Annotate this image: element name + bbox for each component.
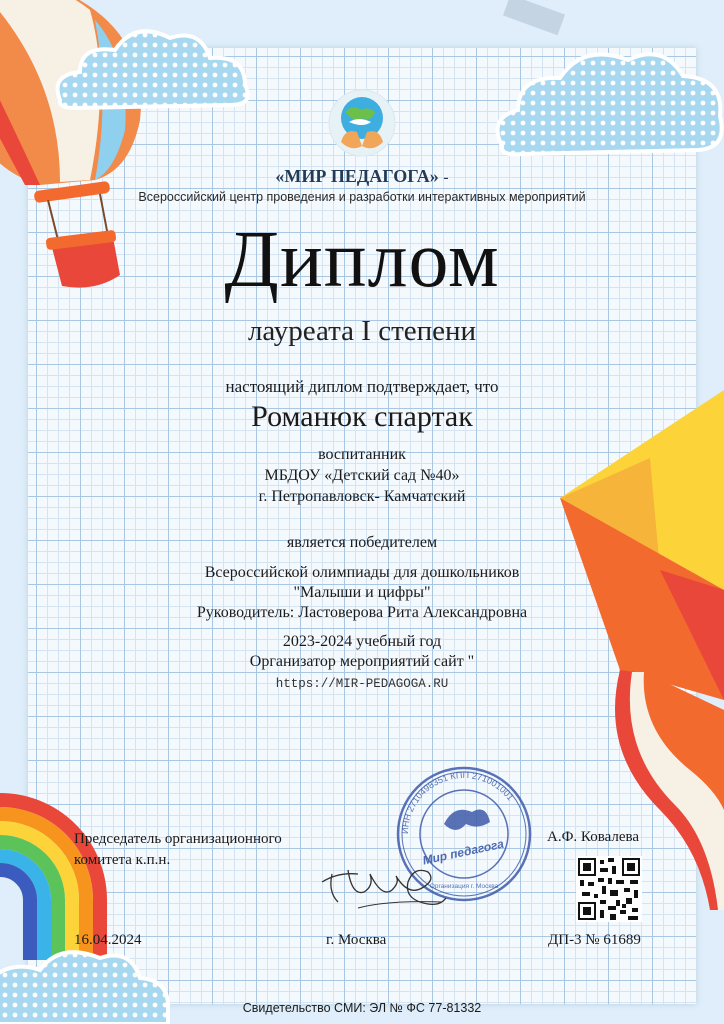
signature-icon	[318, 852, 448, 914]
signer-name: А.Ф. Ковалева	[547, 829, 640, 845]
organization-title: «МИР ПЕДАГОГА»	[275, 166, 439, 186]
cloud-icon	[488, 38, 724, 163]
stamp-center-text: Мир педагога	[421, 836, 506, 868]
document-number: ДП-3 № 61689	[548, 932, 641, 948]
year-block	[0, 632, 724, 672]
media-registration: Свидетельство СМИ: ЭЛ № ФС 77-81332	[242, 1001, 482, 1015]
organizer-text: Организатор мероприятий сайт "	[249, 653, 475, 670]
event-name-line-2: "Малыши и цифры"	[293, 584, 431, 601]
recipient-details	[0, 444, 724, 507]
hands-globe-dove-logo-icon	[327, 88, 397, 158]
recipient-city: г. Петропавловск- Камчатский	[258, 488, 466, 505]
recipient-institution: МБДОУ «Детский сад №40»	[264, 467, 460, 484]
chairman-line-1: Председатель организационного	[74, 831, 282, 847]
event-details	[0, 563, 724, 623]
qr-code-icon	[576, 856, 642, 922]
stamp-ring-text: ИНН 2710498351 КПП 271001001	[399, 769, 516, 835]
chairman-line-2: комитета к.п.н.	[74, 852, 171, 868]
organization-dash: -	[443, 169, 449, 186]
chairman-title	[74, 829, 282, 871]
recipient-role: воспитанник	[318, 446, 406, 463]
organization-description: Всероссийский центр проведения и разработки интерактивных мероприятий	[138, 190, 586, 204]
stamp-bottom-text: Организация г. Москва	[429, 883, 499, 890]
cloud-icon	[50, 20, 260, 115]
recipient-name: Романюк спартак	[251, 400, 473, 433]
supervisor: Руководитель: Ластоверова Рита Александровна	[196, 604, 528, 621]
issue-city: г. Москва	[326, 932, 387, 948]
winner-text: является победителем	[286, 534, 438, 551]
confirm-text: настоящий диплом подтверждает, что	[225, 377, 499, 396]
tape-strip	[503, 0, 565, 35]
issue-date: 16.04.2024	[74, 932, 142, 948]
diploma-title: Диплом	[224, 216, 500, 304]
organization-name	[0, 166, 724, 187]
diploma-degree: лауреата I степени	[247, 315, 477, 347]
event-name-line-1: Всероссийской олимпиады для дошкольников	[204, 564, 520, 581]
school-year: 2023-2024 учебный год	[282, 633, 442, 650]
site-url-link[interactable]: https://MIR-PEDAGOGA.RU	[275, 677, 449, 691]
